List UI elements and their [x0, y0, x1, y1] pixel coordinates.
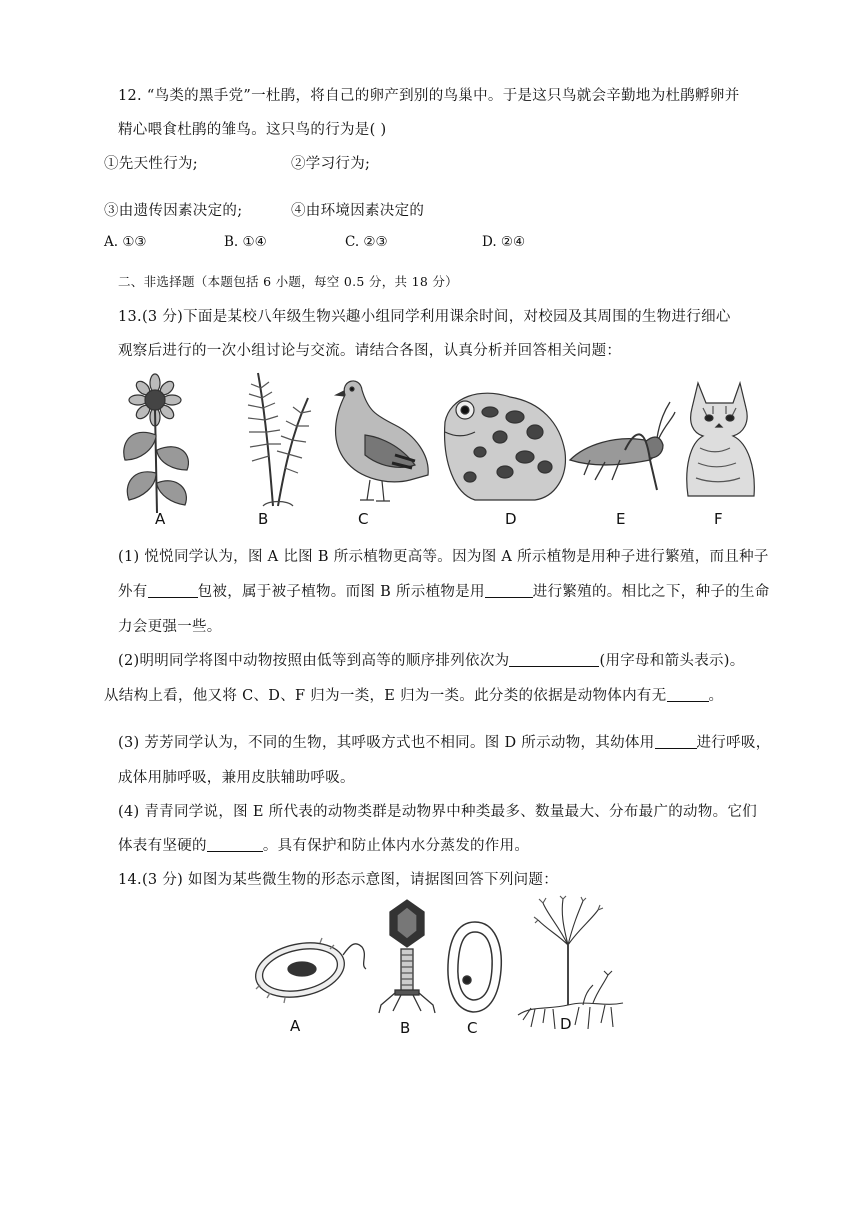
text: 进行呼吸，	[696, 735, 771, 751]
fern-icon	[228, 368, 318, 508]
text: 从结构上看，他又将 C、D、F 归为一类，E 归为一类。此分类的依据是动物体内有无	[104, 688, 667, 704]
answer-blank[interactable]	[485, 583, 533, 598]
grasshopper-icon	[565, 400, 675, 500]
q12-item-2: ②学习行为;	[291, 156, 371, 172]
q13-part1-line2	[118, 580, 770, 601]
text: (2)明明同学将图中动物按照由低等到高等的顺序排列依次为	[118, 653, 510, 669]
q14-figure-row	[245, 895, 625, 1040]
q13-part4-line2	[118, 834, 529, 855]
answer-blank[interactable]	[667, 687, 709, 702]
figure-label-c: C	[467, 1019, 478, 1037]
q12-stem-line2: 精心喂食杜鹃的雏鸟。这只鸟的行为是( )	[118, 122, 387, 138]
q13-part3-line1	[118, 731, 771, 752]
q12-option-a: A. ①③	[104, 234, 147, 250]
answer-blank[interactable]	[207, 837, 263, 852]
text: 进行繁殖的。相比之下，种子的生命	[532, 584, 770, 600]
text: 体表有坚硬的	[118, 838, 207, 854]
bacteriophage-icon	[377, 897, 437, 1012]
frog-icon	[440, 382, 570, 502]
figure-label-d: D	[560, 1015, 572, 1033]
q13-figure-row	[110, 360, 760, 530]
text: (用字母和箭头表示)。	[599, 653, 745, 669]
text: (3) 芳芳同学认为，不同的生物，其呼吸方式也不相同。图 D 所示动物，其幼体用	[118, 735, 655, 751]
q13-part4-line1: (4) 青青同学说，图 E 所代表的动物类群是动物界中种类最多、数量最大、分布最广的动物。它们	[118, 804, 758, 820]
mold-icon	[513, 895, 628, 1035]
section-two-heading: 二、非选择题（本题包括 6 小题，每空 0.5 分，共 18 分）	[118, 274, 458, 289]
figure-label-b: B	[258, 510, 269, 528]
q13-part3-line2: 成体用肺呼吸，兼用皮肤辅助呼吸。	[118, 770, 355, 786]
q13-stem-line1: 13.(3 分)下面是某校八年级生物兴趣小组同学利用课余时间，对校园及其周围的生物进行细心	[118, 309, 731, 325]
q12-stem-line1: 12. “鸟类的黑手党”一杜鹃，将自己的卵产到别的鸟巢中。于是这只鸟就会辛勤地为杜鹃孵卵并	[118, 88, 740, 104]
q14-stem: 14.(3 分) 如图为某些微生物的形态示意图，请据图回答下列问题：	[118, 872, 559, 888]
bacterium-icon	[250, 935, 370, 1015]
q12-option-c: C. ②③	[345, 234, 388, 250]
text: 外有	[118, 584, 148, 600]
answer-blank[interactable]	[509, 652, 599, 667]
pigeon-icon	[320, 375, 430, 505]
yeast-icon	[445, 920, 505, 1015]
cat-icon	[678, 378, 758, 508]
q13-part1-line1: (1) 悦悦同学认为，图 A 比图 B 所示植物更高等。因为图 A 所示植物是用种子进行繁殖，而且种子	[118, 549, 769, 565]
q12-item-1: ①先天性行为;	[104, 156, 198, 172]
q13-part2-line2	[104, 684, 723, 705]
q12-option-b: B. ①④	[224, 234, 267, 250]
figure-label-a: A	[155, 510, 166, 528]
sunflower-icon	[115, 375, 195, 515]
q13-stem-line2: 观察后进行的一次小组讨论与交流。请结合各图，认真分析并回答相关问题：	[118, 343, 622, 359]
q12-item-4: ④由环境因素决定的	[291, 203, 425, 219]
figure-label-e: E	[616, 510, 626, 528]
figure-label-d: D	[505, 510, 517, 528]
figure-label-b: B	[400, 1019, 411, 1037]
q12-item-3: ③由遗传因素决定的;	[104, 203, 243, 219]
text: 。具有保护和防止体内水分蒸发的作用。	[262, 838, 530, 854]
figure-label-f: F	[714, 510, 723, 528]
q13-part1-line3: 力会更强一些。	[118, 619, 222, 635]
answer-blank[interactable]	[148, 583, 198, 598]
text: 。	[708, 688, 724, 704]
q13-part2-line1	[118, 649, 745, 670]
figure-label-c: C	[358, 510, 369, 528]
text: 包被，属于被子植物。而图 B 所示植物是用	[197, 584, 485, 600]
figure-label-a: A	[290, 1017, 301, 1035]
answer-blank[interactable]	[655, 734, 697, 749]
q12-option-d: D. ②④	[482, 234, 526, 250]
